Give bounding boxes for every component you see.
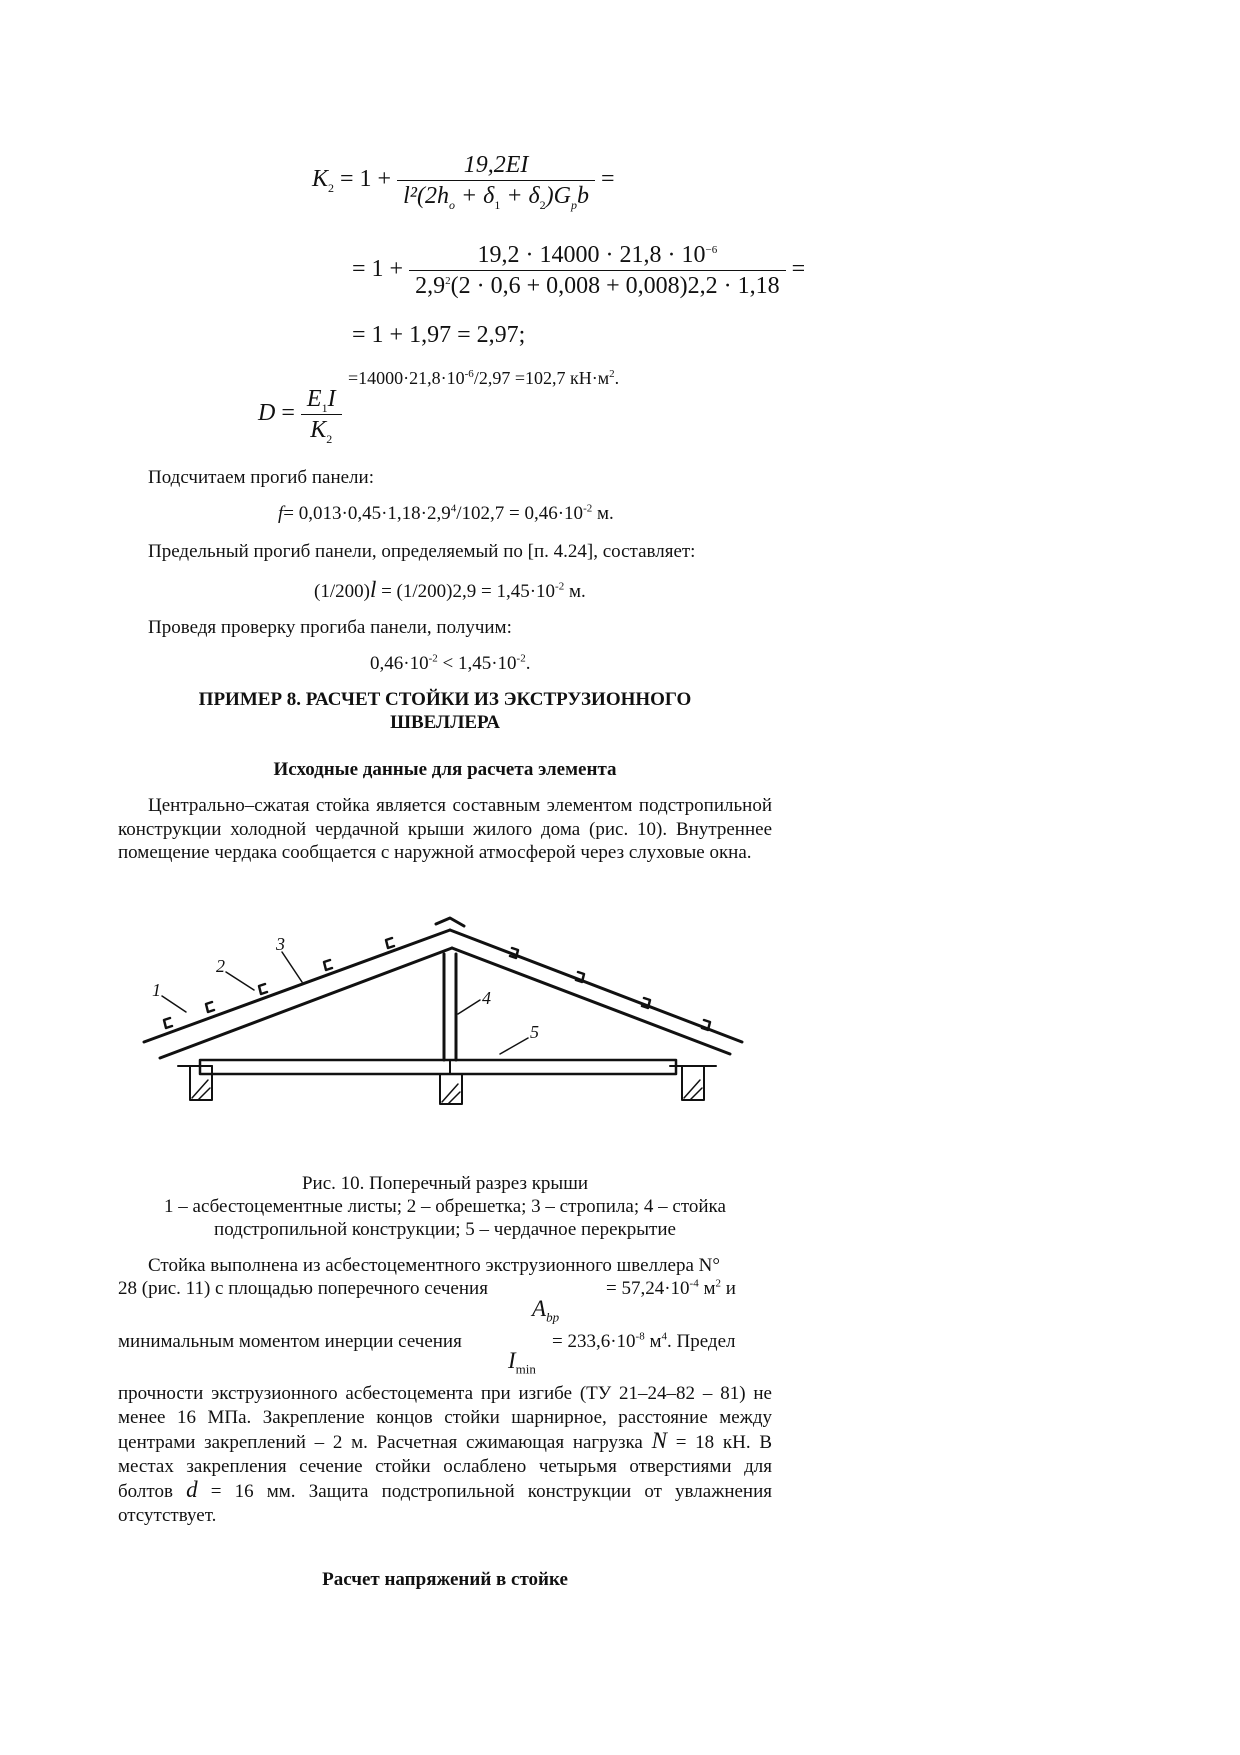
area-symbol: $A_{bp}$ <box>532 1296 560 1325</box>
k2-tail-eq: = <box>601 166 615 193</box>
k2-line2-numerator: $19,2 \cdot 14000 \cdot 21,8 \cdot 10^{-6}$ <box>409 240 786 271</box>
k2-eq: = 1 + <box>340 166 392 193</box>
wall-right <box>682 1066 704 1100</box>
k2-fraction <box>397 150 595 211</box>
para-column-line3: минимальным моментом инерции сечения = $233,6\cdot 10^{-8}$ $м^4$. Предел <box>118 1330 736 1352</box>
formula-d-value: $=14000\cdot 21,8\cdot 10^{-6}/2,97 =102,7$ $кН\cdot м^2$. <box>348 368 620 388</box>
figure-label-5: 5 <box>530 1022 539 1042</box>
d-denominator: $K_2$ <box>310 417 333 446</box>
k2-denominator: $l^2(2h_o + \delta_1 + \delta_2)G_pb$ <box>403 183 589 212</box>
k2-line2-denominator: $2,9^2(2 \cdot 0,6 + 0,008 + 0,008)2,2 \cdot 1,18$ <box>415 273 780 299</box>
para-column-line2: 28 (рис. 11) с площадью поперечного сечения = $57,24\cdot 10^{-4}$ $м^2$ и <box>118 1277 736 1299</box>
ceiling-beam <box>200 1060 676 1074</box>
k2-subscript: 2 <box>328 180 335 195</box>
d-symbol: D <box>258 400 276 427</box>
check-formula: $0,46\cdot 10^{-2} < 1,45\cdot 10^{-2}$. <box>370 652 531 674</box>
para-column-rest: прочности экструзионного асбестоцемента при изгибе (ТУ 21–24–82 – 81) не менее 16 МПа. Закрепление концов стойки шарнирное, расстояние между центрами закреплений – 2 м. Расчетная сжимающая нагрузка N = 18 кН. В местах закрепления сечение стойки ослаблено четырьмя отверстиями для болтов d = 16 мм. Защита подстропильной конструкции от увлажнения отсутствует. <box>118 1383 773 1526</box>
inertia-symbol: $I_{min}$ <box>508 1348 536 1377</box>
k2-line2-fraction <box>409 240 786 301</box>
para-deflection-intro: Подсчитаем прогиб панели: <box>148 467 374 488</box>
ridge <box>436 918 464 926</box>
limit-formula: $(1/200)l = (1/200)2,9 = 1,45\cdot 10^{-2}$ м. <box>314 577 586 602</box>
formula-k2-line3: = 1 + 1,97 = 2,97; <box>352 322 526 348</box>
formula-d: D = $\frac{E_1I}{K_2}$ <box>258 384 342 445</box>
para-column-description: Центрально–сжатая стойка является составным элементом подстропильной конструкции холодной чердачной крыши жилого дома (рис. 10). Внутреннее помещение чердака сообщается с наружной атмосферой через слуховые окна. <box>118 795 772 863</box>
k2-line2-tail: = <box>791 256 806 283</box>
k2-symbol: K <box>312 166 329 193</box>
heading-example-8: ПРИМЕР 8. РАСЧЕТ СТОЙКИ ИЗ ЭКСТРУЗИОННОГО ШВЕЛЛЕРА <box>198 689 692 733</box>
para-limit-deflection: Предельный прогиб панели, определяемый по [п. 4.24], составляет: <box>148 541 696 562</box>
k2-line2-prefix: = 1 + <box>352 256 404 283</box>
figure-label-3: 3 <box>276 934 285 954</box>
roof-section-figure <box>130 910 750 1120</box>
formula-k2-line2 <box>352 240 805 301</box>
para-check: Проведя проверку прогиба панели, получим: <box>148 617 512 638</box>
formula-k2-line1 <box>312 150 615 211</box>
heading-source-data: Исходные данные для расчета элемента <box>273 759 617 780</box>
figure-label-2: 2 <box>216 956 225 976</box>
rafter-left-inner <box>160 948 452 1058</box>
figure-label-4: 4 <box>482 988 491 1008</box>
deflection-formula: $f= 0,013\cdot 0,45\cdot 1,18\cdot 2,9^4/102,7 = 0,46\cdot 10^{-2}$ м. <box>278 502 614 524</box>
d-fraction <box>301 384 342 445</box>
figure-label-1: 1 <box>152 980 161 1000</box>
figure-caption: Рис. 10. Поперечный разрез крыши 1 – асбестоцементные листы; 2 – обрешетка; 3 – стропила; 4 – стойка подстропильной конструкции; 5 – чердачное перекрытие <box>164 1173 726 1240</box>
d-numerator: $E_1I$ <box>301 384 342 415</box>
rafter-right-inner <box>452 948 730 1054</box>
para-column-line1: Стойка выполнена из асбестоцементного экструзионного швеллера N° <box>148 1255 720 1276</box>
rafter-left-outer <box>144 930 450 1042</box>
rafter-right-outer <box>450 930 742 1042</box>
heading-stress-calc: Расчет напряжений в стойке <box>322 1569 568 1590</box>
k2-numerator: 19,2EI <box>397 150 595 181</box>
